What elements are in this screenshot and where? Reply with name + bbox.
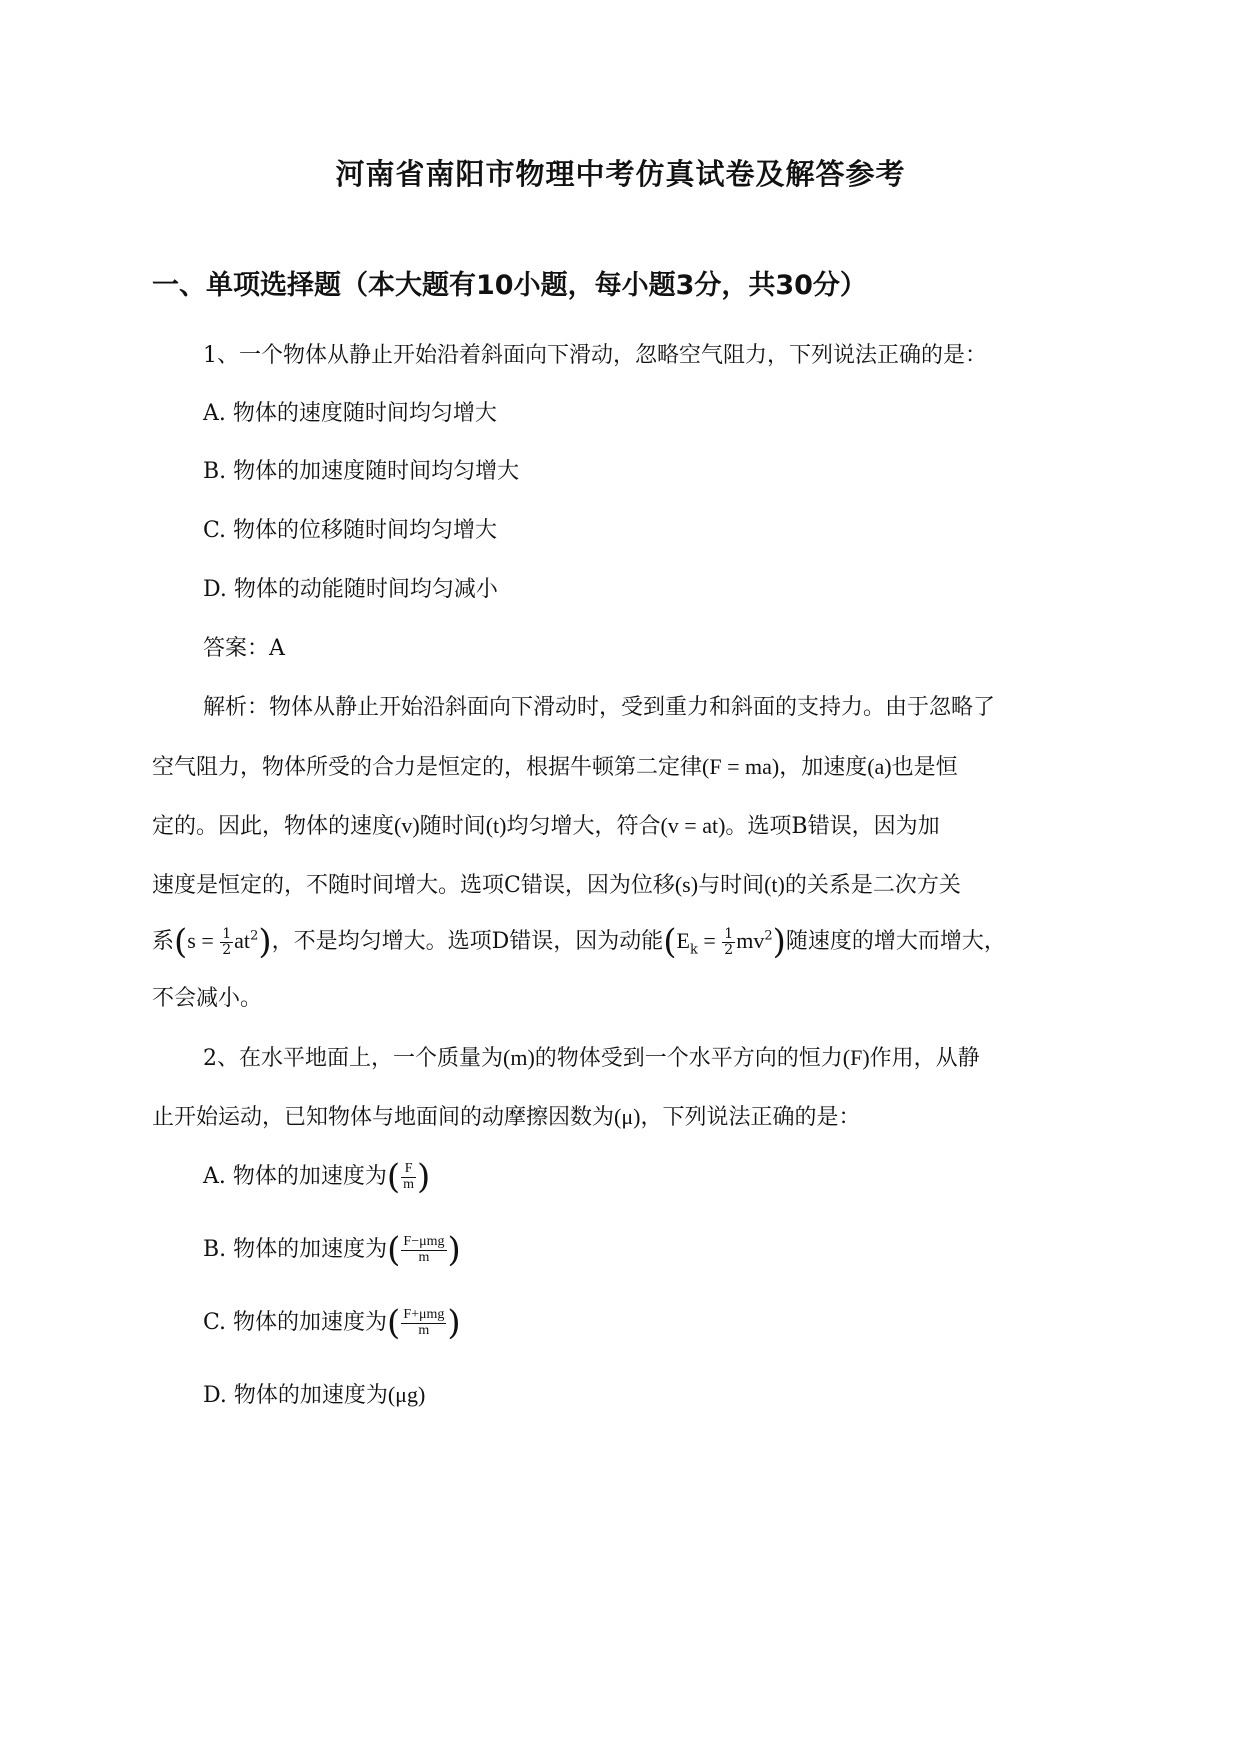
q1-answer: 答案：A — [203, 636, 285, 661]
q1-explanation-line: 空气阻力，物体所受的合力是恒定的，根据牛顿第二定律(F = ma)，加速度(a)也是恒 — [152, 754, 958, 780]
q1-explanation-line: 系(s = $\frac{1}{2}$ $at^2$)，不是均匀增大。选项D错误，因为动能($E_k$ = $\frac{1}{2}$ $mv^2$)随速度的增大而增大， — [152, 922, 1006, 962]
fraction-half: $\frac{1}{2}$ — [724, 925, 734, 958]
q1-explanation-line: 不会减小。 — [152, 986, 263, 1011]
q1-explanation-line: 解析：物体从静止开始沿斜面向下滑动时，受到重力和斜面的支持力。由于忽略了 — [203, 695, 996, 720]
q2-option-c: C. 物体的加速度为( $\frac{\text{F+μmg}}{m}$ ) — [203, 1303, 461, 1343]
fraction-half: $\frac{1}{2}$ — [222, 925, 232, 958]
q2-option-a: A. 物体的加速度为( $\frac{F}{m}$ ) — [203, 1157, 431, 1197]
section-heading: 一、单项选择题（本大题有10小题，每小题3分，共30分） — [152, 270, 867, 301]
q1-stem: 1、一个物体从静止开始沿着斜面向下滑动，忽略空气阻力，下列说法正确的是： — [203, 343, 987, 368]
q1-explanation-line: 定的。因此，物体的速度(v)随时间(t)均匀增大，符合(v = at)。选项B错误，因为加 — [152, 813, 940, 839]
q1-explanation-line: 速度是恒定的，不随时间增大。选项C错误，因为位移(s)与时间(t)的关系是二次方关 — [152, 872, 961, 898]
q2-option-d: D. 物体的加速度为(μg) — [203, 1382, 426, 1408]
q1-option-c: C. 物体的位移随时间均匀增大 — [203, 518, 498, 543]
q1-option-b: B. 物体的加速度随时间均匀增大 — [203, 459, 520, 484]
q2-stem-line: 止开始运动，已知物体与地面间的动摩擦因数为(μ)，下列说法正确的是： — [152, 1104, 861, 1130]
q1-option-d: D. 物体的动能随时间均匀减小 — [203, 577, 498, 602]
q2-stem-line: 2、在水平地面上，一个质量为(m)的物体受到一个水平方向的恒力(F)作用，从静 — [203, 1045, 980, 1071]
page-title: 河南省南阳市物理中考仿真试卷及解答参考 — [335, 157, 906, 191]
q1-option-a: A. 物体的速度随时间均匀增大 — [203, 401, 497, 426]
q2-option-b: B. 物体的加速度为( $\frac{\text{F−μmg}}{m}$ ) — [203, 1230, 461, 1270]
